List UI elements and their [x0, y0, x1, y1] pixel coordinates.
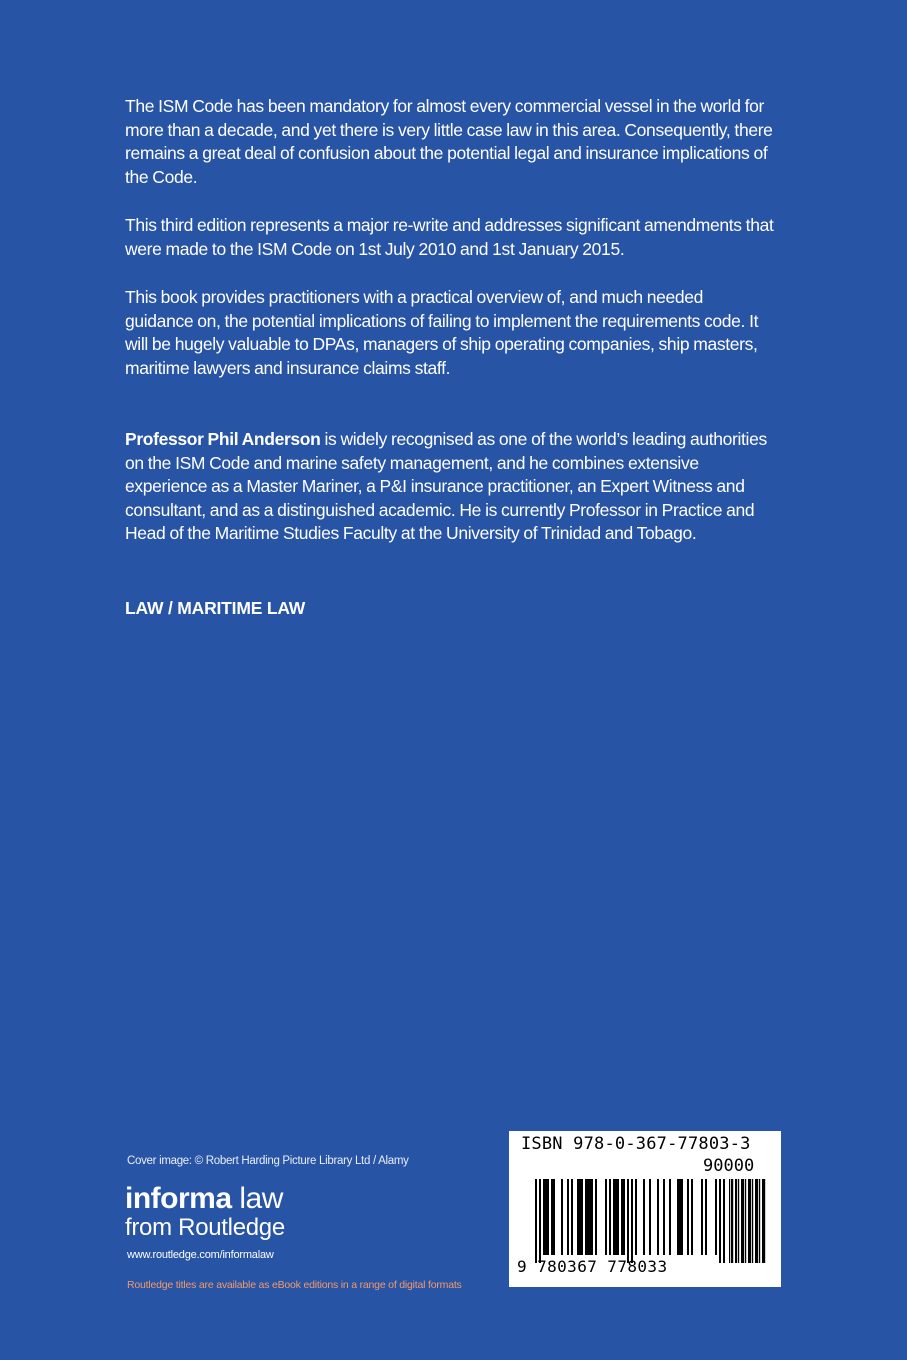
publisher-brand-name: informa	[125, 1182, 232, 1215]
barcode-bar	[547, 1179, 549, 1255]
price-code: 90000	[703, 1156, 755, 1176]
barcode-bar	[615, 1179, 617, 1255]
barcode-bar	[539, 1179, 541, 1263]
barcode-bar	[643, 1179, 645, 1255]
isbn-barcode	[509, 1131, 781, 1287]
barcode-bar	[705, 1179, 707, 1255]
barcode-bar	[617, 1179, 619, 1255]
addon-bar	[764, 1179, 765, 1263]
publisher-tagline: from Routledge	[125, 1214, 285, 1241]
barcode-bar	[577, 1179, 579, 1255]
addon-bar	[736, 1179, 737, 1263]
barcode-bar	[649, 1179, 651, 1255]
barcode-bar	[571, 1179, 573, 1255]
addon-bar	[752, 1179, 753, 1263]
addon-bar	[750, 1179, 751, 1263]
publisher-url[interactable]: www.routledge.com/informalaw	[127, 1249, 274, 1261]
addon-bar	[732, 1179, 733, 1263]
isbn-label: ISBN 978-0-367-77803-3	[521, 1134, 751, 1154]
addon-bar	[729, 1179, 730, 1263]
barcode-bar	[567, 1179, 569, 1255]
author-name: Professor Phil Anderson	[125, 429, 321, 449]
ebook-availability-note: Routledge titles are available as eBook editions in a range of digital formats	[127, 1279, 462, 1291]
author-bio-text: is widely recognised as one of the world’s leading authorities on the ISM Code and marine safety management, and he combines extensive experience as a Master Mariner, a P&I insurance practitioner, an Expert Witness and consultant, and as a distinguished academic. He is currently Professor in Practice and Head of the Maritime Studies Faculty at the University of Trinidad and Tobago.	[125, 429, 767, 544]
addon-bar	[745, 1179, 746, 1263]
addon-bar	[759, 1179, 760, 1263]
barcode-bar	[553, 1179, 555, 1255]
barcode-bar	[581, 1179, 583, 1255]
addon-bar	[738, 1179, 739, 1263]
barcode-bar	[631, 1179, 633, 1263]
barcode-bar	[669, 1179, 671, 1255]
barcode-bar	[543, 1179, 545, 1255]
barcode-bar	[587, 1179, 589, 1255]
barcode-bar	[623, 1179, 625, 1255]
barcode-bar	[677, 1179, 679, 1255]
barcode-bar	[535, 1179, 537, 1263]
barcode-bar	[579, 1179, 581, 1255]
barcode-bar	[591, 1179, 593, 1255]
barcode-bar	[545, 1179, 547, 1255]
barcode-bar	[605, 1179, 607, 1255]
addon-bar	[757, 1179, 758, 1263]
barcode-bar	[635, 1179, 637, 1255]
barcode-bar	[609, 1179, 611, 1255]
barcode-bar	[663, 1179, 665, 1255]
barcode-bar	[627, 1179, 629, 1263]
description-paragraph-1: The ISM Code has been mandatory for almost every commercial vessel in the world for more than a decade, and yet there is very little case law in this area. Consequently, there remains a great deal of confusion about the potential legal and insurance implications of the Code.	[125, 96, 773, 187]
barcode-bar	[719, 1179, 721, 1263]
barcode-bar	[715, 1179, 717, 1255]
publisher-logo-line-1	[125, 1184, 285, 1214]
addon-bar	[743, 1179, 744, 1263]
barcode-bar	[595, 1179, 597, 1255]
ean-digits: 9 780367 778033	[517, 1257, 668, 1276]
barcode-bar	[585, 1179, 587, 1255]
barcode-bar	[679, 1179, 681, 1255]
barcode-bar	[723, 1179, 725, 1263]
barcode-bar	[589, 1179, 591, 1255]
barcode-bar	[561, 1179, 563, 1255]
description-paragraph-3: This book provides practitioners with a practical overview of, and much needed guidance on, the potential implications of failing to implement the requirements code. It will be hugely valuable to DPAs, managers of ship operating companies, ship masters, maritime lawyers and insurance claims staff.	[125, 287, 759, 378]
barcode-bar	[681, 1179, 683, 1255]
barcode-bar	[687, 1179, 689, 1255]
publisher-logo	[125, 1184, 285, 1240]
barcode-bar	[613, 1179, 615, 1255]
barcode-bar	[691, 1179, 693, 1255]
publisher-brand-suffix: law	[231, 1182, 283, 1215]
barcode-bar	[621, 1179, 623, 1255]
cover-image-credit: Cover image: © Robert Harding Picture Library Ltd / Alamy	[127, 1155, 409, 1167]
barcode-bar	[701, 1179, 703, 1255]
subject-category: LAW / MARITIME LAW	[125, 598, 306, 618]
barcode-bar	[657, 1179, 659, 1255]
description-paragraph-2: This third edition represents a major re-write and addresses significant amendments that were made to the ISM Code on 1st July 2010 and 1st January 2015.	[125, 215, 774, 259]
barcode-bar	[551, 1179, 553, 1255]
author-bio	[125, 428, 775, 546]
